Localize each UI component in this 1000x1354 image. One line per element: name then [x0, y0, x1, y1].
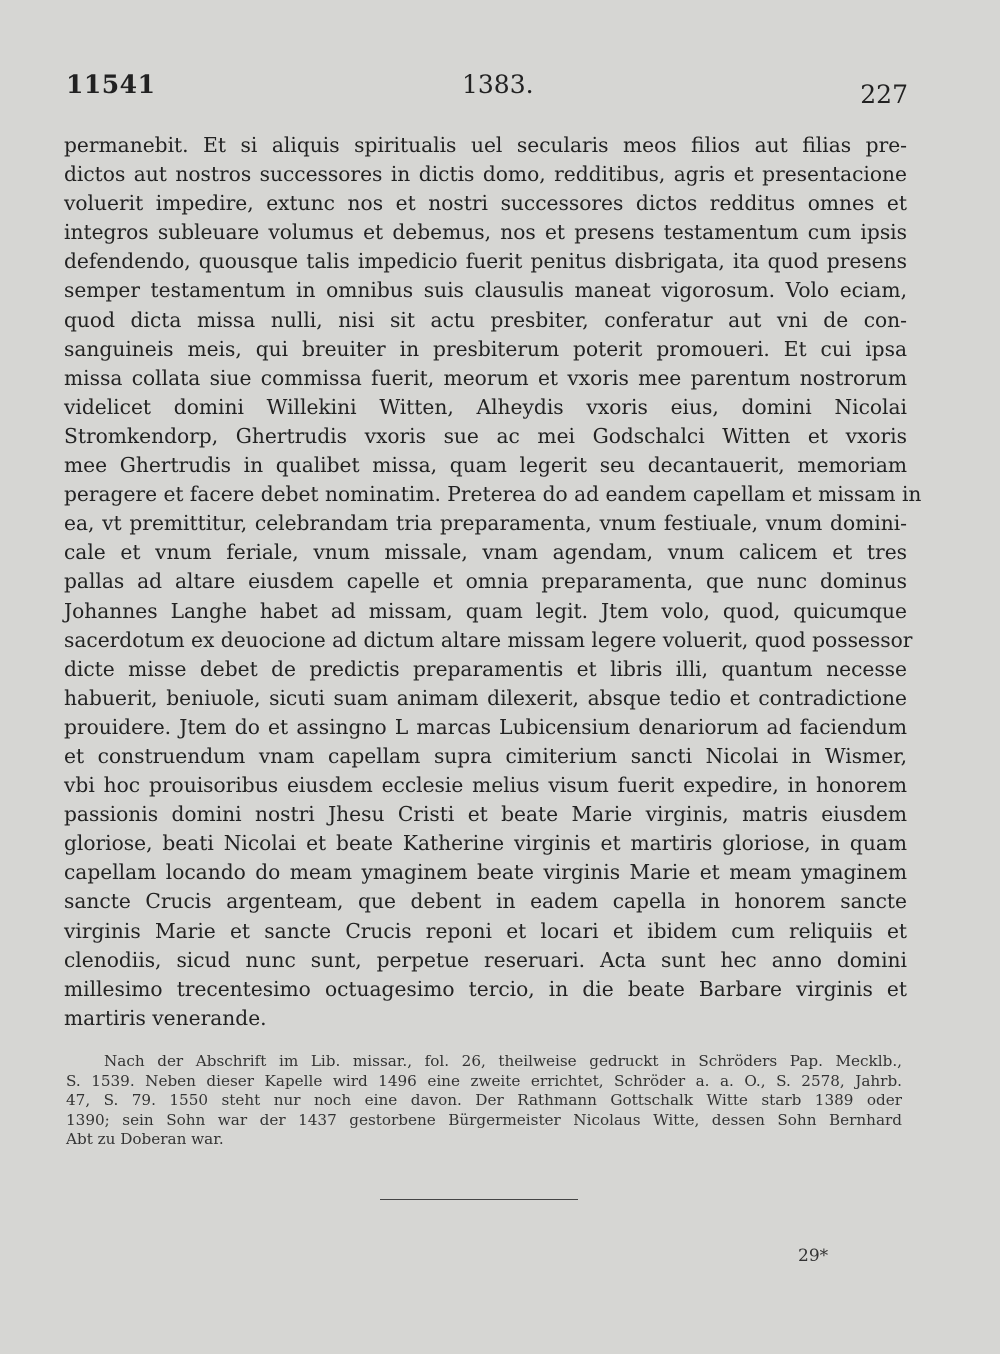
- text-line: vbi hoc prouisoribus eiusdem ecclesie melius visum fuerit expedire, in honorem: [64, 773, 907, 798]
- text-line: sancte Crucis argenteam, que debent in eadem capella in honorem sancte: [64, 889, 907, 914]
- footnote-divider: [380, 1199, 578, 1200]
- text-line: ea, vt premittitur, celebrandam tria preparamenta, vnum festiuale, vnum domini-: [64, 511, 907, 536]
- footnote-line: Nach der Abschrift im Lib. missar., fol. 26, theilweise gedruckt in Schröders Pap. Mecklb.,: [104, 1052, 902, 1070]
- text-line: sacerdotum ex deuocione ad dictum altare missam legere voluerit, quod possessor: [64, 627, 913, 652]
- text-line: habuerit, beniuole, sicuti suam animam dilexerit, absque tedio et contradictione: [64, 685, 907, 710]
- text-line: gloriose, beati Nicolai et beate Katherine virginis et martiris gloriose, in quam: [64, 831, 907, 856]
- text-line: Stromkendorp, Ghertrudis vxoris sue ac mei Godschalci Witten et vxoris: [64, 423, 907, 448]
- year-heading: 1383.: [462, 70, 534, 99]
- footnote-line: S. 1539. Neben dieser Kapelle wird 1496 eine zweite errichtet, Schröder a. a. O., S. 2578, Jahrb.: [66, 1071, 902, 1090]
- text-line: semper testamentum in omnibus suis clausulis maneat vigorosum. Volo eciam,: [64, 278, 907, 303]
- signature-mark: 29*: [798, 1246, 829, 1266]
- text-line: Johannes Langhe habet ad missam, quam legit. Jtem volo, quod, quicumque: [64, 598, 907, 623]
- page-number: 227: [860, 80, 908, 109]
- text-line: prouidere. Jtem do et assingno L marcas Lubicensium denariorum ad faciendum: [64, 714, 907, 739]
- text-line: integros subleuare volumus et debemus, nos et presens testamentum cum ipsis: [64, 220, 907, 245]
- footnote-line: 1390; sein Sohn war der 1437 gestorbene Bürgermeister Nicolaus Witte, dessen Sohn Bernhard: [66, 1110, 902, 1129]
- footnote-line: Abt zu Doberan war.: [66, 1130, 224, 1149]
- text-line: virginis Marie et sancte Crucis reponi et locari et ibidem cum reliquiis et: [64, 918, 907, 943]
- text-line: clenodiis, sicud nunc sunt, perpetue reseruari. Acta sunt hec anno domini: [64, 947, 907, 972]
- document-number: 11541: [66, 70, 156, 99]
- text-line: pallas ad altare eiusdem capelle et omnia preparamenta, que nunc dominus: [64, 569, 907, 594]
- text-line: voluerit impedire, extunc nos et nostri successores dictos redditus omnes et: [64, 191, 907, 216]
- text-line: missa collata siue commissa fuerit, meorum et vxoris mee parentum nostrorum: [64, 365, 907, 390]
- text-line: dicte misse debet de predictis preparamentis et libris illi, quantum necesse: [64, 656, 907, 681]
- text-line: passionis domini nostri Jhesu Cristi et beate Marie virginis, matris eiusdem: [64, 802, 907, 827]
- text-line: martiris venerande.: [64, 1005, 267, 1030]
- text-line: et construendum vnam capellam supra cimiterium sancti Nicolai in Wismer,: [64, 743, 907, 768]
- text-line: capellam locando do meam ymaginem beate virginis Marie et meam ymaginem: [64, 860, 907, 885]
- footnote: [66, 1052, 902, 1150]
- text-line: cale et vnum feriale, vnum missale, vnam agendam, vnum calicem et tres: [64, 540, 907, 565]
- text-line: millesimo trecentesimo octuagesimo tercio, in die beate Barbare virginis et: [64, 976, 907, 1001]
- text-line: sanguineis meis, qui breuiter in presbiterum poterit promoueri. Et cui ipsa: [64, 336, 907, 361]
- text-line: mee Ghertrudis in qualibet missa, quam legerit seu decantauerit, memoriam: [64, 453, 907, 478]
- text-line: defendendo, quousque talis impedicio fuerit penitus disbrigata, ita quod presens: [64, 249, 907, 274]
- text-line: permanebit. Et si aliquis spiritualis uel secularis meos filios aut filias pre-: [64, 133, 907, 157]
- footnote-line: 47, S. 79. 1550 steht nur noch eine davon. Der Rathmann Gottschalk Witte starb 1389 oder: [66, 1091, 902, 1110]
- text-line: videlicet domini Willekini Witten, Alheydis vxoris eius, domini Nicolai: [64, 394, 907, 419]
- text-line: quod dicta missa nulli, nisi sit actu presbiter, conferatur aut vni de con-: [64, 307, 907, 332]
- main-text: [64, 131, 922, 1033]
- page-header: [66, 70, 910, 110]
- text-line: peragere et facere debet nominatim. Preterea do ad eandem capellam et missam in: [64, 482, 922, 507]
- text-line: dictos aut nostros successores in dictis domo, redditibus, agris et presentacione: [64, 162, 907, 187]
